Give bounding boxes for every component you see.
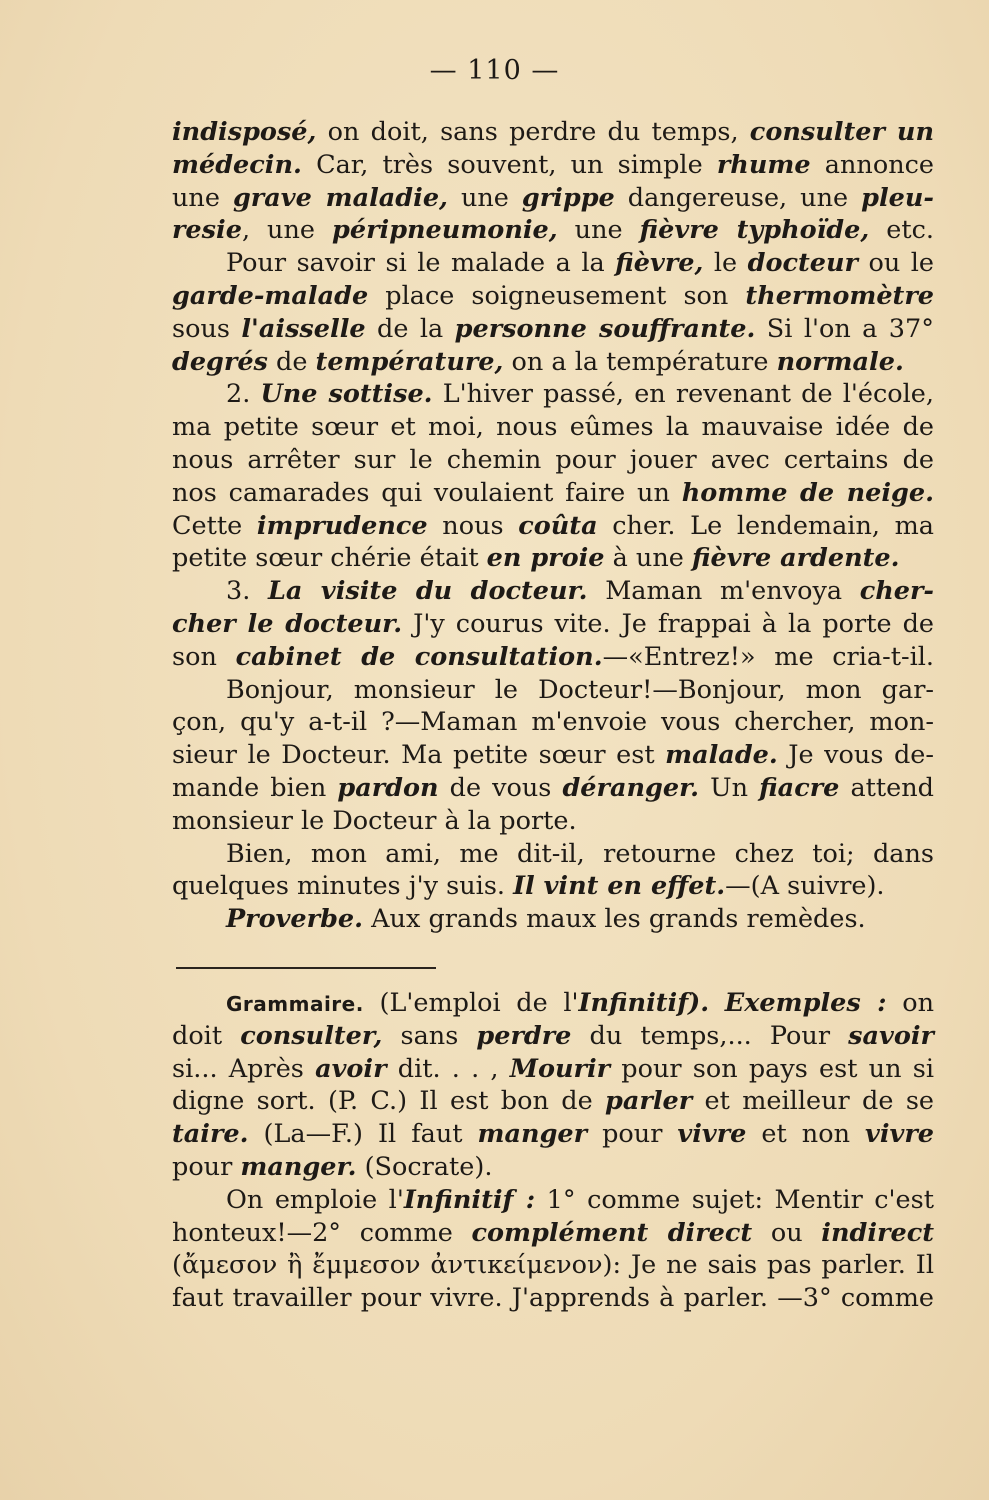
text-run: une xyxy=(172,182,233,213)
text-run: faut travailler pour vivre. J'apprends à parler. —3° comme xyxy=(172,1283,934,1314)
emphasized-term: garde-malade xyxy=(172,280,369,311)
text-run: nos camarades qui voulaient faire un xyxy=(172,477,682,508)
text-run: Maman m'envoya xyxy=(587,576,860,607)
emphasized-term: docteur xyxy=(747,248,858,279)
text-run: à une xyxy=(604,543,692,574)
text-run: ma petite sœur et moi, nous eûmes la mauvaise idée de xyxy=(172,412,934,443)
text-run: Pour savoir si le malade a la xyxy=(226,248,616,279)
text-line xyxy=(172,214,934,247)
text-line xyxy=(172,772,934,805)
text-run: Un xyxy=(699,772,760,803)
emphasized-term: resie xyxy=(172,215,242,246)
emphasized-term: homme de neige. xyxy=(681,477,934,508)
text-run: Si l'on a 37° xyxy=(755,313,935,344)
text-line xyxy=(172,838,934,871)
emphasized-term: Infinitif). xyxy=(578,988,710,1018)
text-line xyxy=(172,575,934,608)
text-run: —(A suivre). xyxy=(725,871,885,902)
emphasized-term: degrés xyxy=(172,346,268,377)
text-line xyxy=(172,313,934,346)
emphasized-term: consulter un xyxy=(749,117,934,147)
text-run: le xyxy=(703,248,748,279)
text-line xyxy=(172,280,934,313)
text-line xyxy=(172,805,934,838)
text-run: dit. . . , xyxy=(386,1053,510,1084)
text-run: du temps,... Pour xyxy=(571,1020,849,1051)
emphasized-term: l'aisselle xyxy=(241,313,366,344)
text-run: sous xyxy=(172,313,242,344)
text-run: L'hiver passé, en revenant de l'école, xyxy=(432,379,934,410)
emphasized-term: coûta xyxy=(518,510,598,541)
text-line xyxy=(172,444,934,477)
text-run: 2. xyxy=(226,379,261,410)
text-run: sans xyxy=(382,1020,477,1051)
text-run: nous arrêter sur le chemin pour jouer avec certains de xyxy=(172,444,934,475)
emphasized-term: indisposé, xyxy=(172,117,317,147)
text-line xyxy=(172,477,934,510)
text-run: et meilleur de se xyxy=(692,1086,934,1117)
text-line xyxy=(172,1118,934,1151)
text-line xyxy=(172,116,934,149)
text-line xyxy=(172,1282,934,1315)
text-line xyxy=(172,411,934,444)
emphasized-term: température, xyxy=(315,346,504,377)
emphasized-term: parler xyxy=(605,1086,693,1117)
text-line xyxy=(172,903,934,936)
text-run: annonce xyxy=(810,149,934,180)
emphasized-term: péripneumonie, xyxy=(332,215,558,246)
emphasized-term: taire. xyxy=(172,1119,249,1150)
emphasized-term: fièvre, xyxy=(615,248,704,279)
text-run: de vous xyxy=(438,772,563,803)
emphasized-term: cabinet de consultation. xyxy=(235,641,603,672)
emphasized-term: déranger. xyxy=(562,772,700,803)
emphasized-term: Proverbe. xyxy=(226,904,364,935)
text-run: si... Après xyxy=(172,1053,316,1084)
text-line xyxy=(172,1184,934,1217)
text-run: Cette xyxy=(172,510,257,541)
text-run: monsieur le Docteur à la porte. xyxy=(172,805,577,836)
text-line xyxy=(172,1151,934,1184)
text-line xyxy=(172,608,934,641)
text-run: Car, très souvent, un simple xyxy=(301,149,717,180)
emphasized-term: cher- xyxy=(859,576,935,607)
text-run: de xyxy=(267,346,316,377)
text-run: cher. Le lendemain, ma xyxy=(597,510,934,541)
text-run: pour xyxy=(172,1151,241,1182)
text-run: de la xyxy=(365,313,455,344)
text-run: J'y courus vite. Je frappai à la porte de xyxy=(402,608,934,639)
emphasized-term: grippe xyxy=(521,182,615,213)
emphasized-term: fièvre typhoïde, xyxy=(639,215,870,246)
text-run: on doit, sans perdre du temps, xyxy=(316,117,750,147)
text-run: dangereuse, une xyxy=(614,182,862,213)
emphasized-term: Mourir xyxy=(509,1053,611,1084)
text-run: honteux!—2° comme xyxy=(172,1217,472,1248)
text-run: sieur le Docteur. Ma petite sœur est xyxy=(172,740,666,771)
text-run: Bonjour, monsieur le Docteur!—Bonjour, mon gar- xyxy=(226,674,934,705)
text-run: place soigneusement son xyxy=(368,280,746,311)
text-run: son xyxy=(172,641,236,672)
emphasized-term: fièvre ardente. xyxy=(691,543,900,574)
text-run: Je vous de- xyxy=(777,740,934,771)
text-line xyxy=(172,1249,934,1282)
emphasized-term: consulter, xyxy=(240,1020,383,1051)
text-line xyxy=(172,247,934,280)
emphasized-term: fiacre xyxy=(759,772,840,803)
emphasized-term: savoir xyxy=(848,1020,934,1051)
text-run: (ἄμεσον ἢ ἔμμεσον ἀντικείμενον): Je ne sais pas parler. Il xyxy=(172,1250,934,1281)
text-run: on a la température xyxy=(503,346,777,377)
emphasized-term: personne souffrante. xyxy=(454,313,756,344)
emphasized-term: imprudence xyxy=(256,510,428,541)
text-line xyxy=(172,378,934,411)
emphasized-term: perdre xyxy=(476,1020,572,1051)
text-run: etc. xyxy=(869,215,934,246)
text-line xyxy=(172,542,934,575)
text-line xyxy=(172,739,934,772)
emphasized-term: vivre xyxy=(677,1119,747,1150)
text-line xyxy=(172,870,934,903)
text-run: ou le xyxy=(857,248,935,279)
emphasized-term: thermomètre xyxy=(745,280,934,311)
text-run: mande bien xyxy=(172,772,338,803)
text-run xyxy=(709,988,725,1018)
text-run: Bien, mon ami, me dit-il, retourne chez toi; dans xyxy=(226,838,934,869)
emphasized-term: Une sottise. xyxy=(260,379,433,410)
emphasized-term: en proie xyxy=(486,543,605,574)
text-line xyxy=(172,706,934,739)
text-run: Aux grands maux les grands remèdes. xyxy=(363,904,866,935)
emphasized-term: La visite du docteur. xyxy=(268,576,588,607)
text-run: doit xyxy=(172,1020,241,1051)
emphasized-term: Exemples : xyxy=(724,988,887,1018)
emphasized-term: cher le docteur. xyxy=(172,608,403,639)
emphasized-term: pleu- xyxy=(861,182,934,213)
text-run: pour xyxy=(587,1119,678,1150)
text-run: , une xyxy=(241,215,333,246)
section-title: Grammaire. xyxy=(226,992,364,1016)
text-run: nous xyxy=(427,510,519,541)
text-line xyxy=(172,346,934,379)
text-run: quelques minutes j'y suis. xyxy=(172,871,514,902)
emphasized-term: Il vint en effet. xyxy=(513,871,726,902)
emphasized-term: avoir xyxy=(315,1053,387,1084)
text-run: (La—F.) Il faut xyxy=(248,1119,478,1150)
emphasized-term: manger xyxy=(477,1119,588,1150)
text-run: pour son pays est un si xyxy=(610,1053,934,1084)
text-run: (L'emploi de l' xyxy=(363,988,579,1018)
emphasized-term: malade. xyxy=(665,740,778,771)
text-run: (Socrate). xyxy=(356,1151,493,1182)
emphasized-term: complément direct xyxy=(471,1217,753,1248)
emphasized-term: médecin. xyxy=(172,149,302,180)
page-number: — 110 — xyxy=(429,55,560,86)
text-run: et non xyxy=(746,1119,866,1150)
text-line xyxy=(172,1085,934,1118)
text-line xyxy=(172,641,934,674)
text-run: attend xyxy=(839,772,934,803)
text-line xyxy=(172,674,934,707)
text-run: une xyxy=(447,182,522,213)
text-run: çon, qu'y a-t-il ?—Maman m'envoie vous chercher, mon- xyxy=(172,707,934,738)
emphasized-term: indirect xyxy=(821,1217,935,1248)
text-run: ou xyxy=(752,1217,822,1248)
emphasized-term: manger. xyxy=(240,1151,357,1182)
text-line xyxy=(172,1020,934,1053)
grammar-section xyxy=(172,987,934,1315)
text-line xyxy=(172,149,934,182)
text-run: petite sœur chérie était xyxy=(172,543,487,574)
text-run: 3. xyxy=(226,576,268,607)
emphasized-term: pardon xyxy=(337,772,439,803)
text-run: —«Entrez!» me cria-t-il. xyxy=(602,641,934,672)
text-line xyxy=(172,987,934,1020)
emphasized-term: rhume xyxy=(716,149,811,180)
text-run: 1° comme sujet: Mentir c'est xyxy=(535,1184,934,1215)
text-line xyxy=(172,1217,934,1250)
text-line xyxy=(172,182,934,215)
text-run: on xyxy=(886,988,935,1018)
section-divider xyxy=(176,967,436,969)
text-run: une xyxy=(557,215,640,246)
text-run: digne sort. (P. C.) Il est bon de xyxy=(172,1086,606,1117)
emphasized-term: Infinitif : xyxy=(403,1184,536,1215)
text-line xyxy=(172,1053,934,1086)
emphasized-term: grave maladie, xyxy=(232,182,448,213)
main-text xyxy=(172,116,934,936)
text-line xyxy=(172,510,934,543)
emphasized-term: vivre xyxy=(865,1119,934,1150)
text-run: On emploie l' xyxy=(226,1184,404,1215)
emphasized-term: normale. xyxy=(776,346,904,377)
